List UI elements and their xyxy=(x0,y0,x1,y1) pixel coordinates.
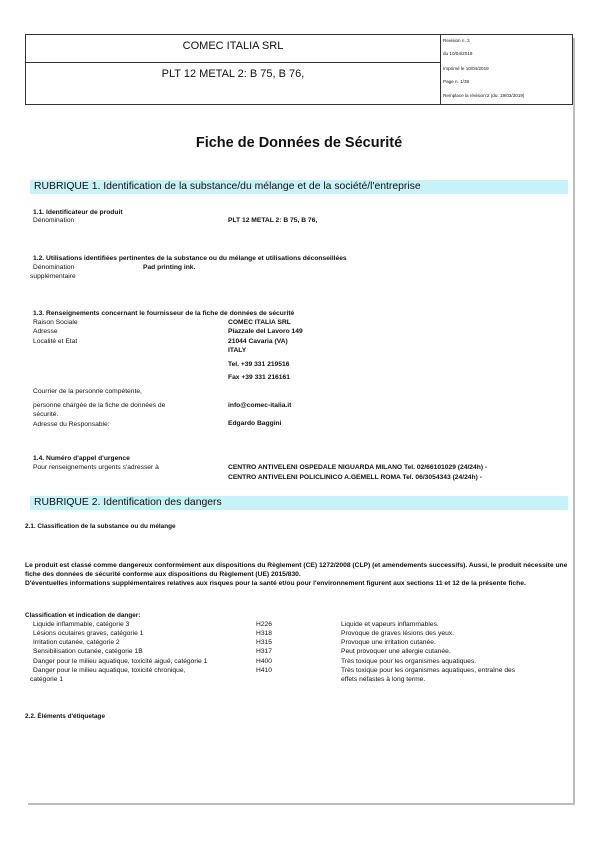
hazard-statement: Provoque une irritation cutanée. xyxy=(341,639,436,646)
telephone-number: Tel. +39 331 219516 xyxy=(228,361,290,368)
hazard-statement: Peut provoquer une allergie cutanée. xyxy=(341,648,451,655)
adresse-value: Piazzale del Lavoro 149 xyxy=(228,328,303,335)
hazard-category: Sensibilisation cutanée, catégorie 1B xyxy=(33,648,143,655)
hazard-statement: Provoque de graves lésions des yeux. xyxy=(341,630,455,637)
hazard-statement-last-line2: effets néfastes à long terme. xyxy=(341,676,426,683)
hazard-category: Lésions oculaires graves, catégorie 1 xyxy=(33,630,144,637)
fax-number: Fax +39 331 216161 xyxy=(228,374,290,381)
emergency-label: Pour renseignements urgents s'adresser à xyxy=(33,464,159,471)
classification-title: Classification et indication de danger: xyxy=(25,612,141,619)
section-1-heading: RUBRIQUE 1. Identification de la substance/du mélange et de la société/l'entreprise xyxy=(30,180,568,194)
replaces-revision: Remplace la révision:2 (du: 19/03/2019) xyxy=(443,93,525,98)
denomination-label: Dénomination xyxy=(33,217,75,224)
supplementary-label-line2: supplémentaire xyxy=(30,273,76,280)
hazard-code: H317 xyxy=(256,648,272,655)
hazard-category: Danger pour le milieu aquatique, toxicité aiguë, catégorie 1 xyxy=(33,658,208,665)
header-company-name: COMEC ITALIA SRL xyxy=(26,35,440,63)
raison-sociale-label: Raison Sociale xyxy=(33,319,78,326)
header-product-name: PLT 12 METAL 2: B 75, B 76, xyxy=(161,68,305,80)
header-left-block xyxy=(26,35,441,104)
personne-label-line2: sécurité. xyxy=(33,411,59,418)
contact-email[interactable]: info@comec-italia.it xyxy=(228,402,292,409)
responsable-label: Adresse du Responsable: xyxy=(33,421,110,428)
hazard-category: Irritation cutanée, catégorie 2 xyxy=(33,639,120,646)
hazard-code: H226 xyxy=(256,621,272,628)
section-1-2-title: 1.2. Utilisations identifiées pertinentes de la substance ou du mélange et utilisations déconseillées xyxy=(33,255,347,262)
hazard-code: H315 xyxy=(256,639,272,646)
supplementary-value: Pad printing ink. xyxy=(143,264,196,271)
hazard-statement: Très toxique pour les organismes aquatiques. xyxy=(341,658,477,665)
adresse-label: Adresse xyxy=(33,328,58,335)
section-1-4-title: 1.4. Numéro d'appel d'urgence xyxy=(33,455,130,462)
denomination-value: PLT 12 METAL 2: B 75, B 76, xyxy=(228,217,318,224)
section-2-2-title: 2.2. Éléments d'étiquetage xyxy=(25,713,106,720)
classification-paragraph-1: Le produit est classé comme dangereux conformément aux dispositions du Règlement (CE) 1272/2008 (CLP) (et amendements successifs). Aussi, le produit nécessite une fiche des données de sécurité conforme aux dispositions du Règlement (UE) 2015/830. xyxy=(25,562,568,578)
section-1-1-title: 1.1. Identificateur de produit xyxy=(33,209,123,216)
raison-sociale-value: COMEC ITALIA SRL xyxy=(228,319,291,326)
supplementary-label-line1: Dénomination xyxy=(33,264,75,271)
localite-value-country: ITALY xyxy=(228,347,247,354)
personne-label-line1: personne chargée de la fiche de données de xyxy=(33,402,166,409)
printed-date: Imprimé le 10/04/2019 xyxy=(443,66,489,71)
page-number: Page n. 1/39 xyxy=(443,79,470,84)
classification-paragraph-2: D'éventuelles informations supplémentaires relatives aux risques pour la santé et/ou pour l'environnement figurent aux sections 11 et 12 de la présente fiche. xyxy=(25,580,526,587)
hazard-category-last-line2: catégorie 1 xyxy=(30,676,64,683)
emergency-contact-2: CENTRO ANTIVELENI POLICLINICO A.GEMELL ROMA Tel. 06/3054343 (24/24h) - xyxy=(228,474,482,481)
responsable-value: Edgardo Baggini xyxy=(228,420,282,427)
section-2-1-title: 2.1. Classification de la substance ou du mélange xyxy=(25,523,176,530)
localite-value-city: 21044 Cavaria (VA) xyxy=(228,338,288,345)
revision-number: Revision n. 3 xyxy=(443,38,470,43)
hazard-code: H318 xyxy=(256,630,272,637)
localite-label: Localité et Etat xyxy=(33,338,78,345)
document-header xyxy=(25,34,573,105)
section-1-3-title: 1.3. Renseignements concernant le fournisseur de la fiche de données de sécurité xyxy=(33,310,295,317)
hazard-statement-last-line1: Très toxique pour les organismes aquatiques, entraîne des xyxy=(341,667,516,674)
document-title: Fiche de Données de Sécurité xyxy=(195,135,403,151)
hazard-statement: Liquide et vapeurs inflammables. xyxy=(341,621,439,628)
hazard-code-last: H410 xyxy=(256,667,272,674)
revision-date: du 10/04/2019 xyxy=(443,51,473,56)
hazard-category: Liquide inflammable, catégorie 3 xyxy=(33,621,130,628)
section-2-heading: RUBRIQUE 2. Identification des dangers xyxy=(30,496,568,510)
emergency-contact-1: CENTRO ANTIVELENI OSPEDALE NIGUARDA MILANO Tel. 02/66101029 (24/24h) - xyxy=(228,464,488,471)
hazard-category-last-line1: Danger pour le milieu aquatique, toxicité chronique, xyxy=(33,667,186,674)
hazard-code: H400 xyxy=(256,658,272,665)
page-shadow-bottom xyxy=(28,803,575,805)
courrier-label: Courrier de la personne compétente, xyxy=(33,388,142,395)
page-shadow-right xyxy=(573,38,575,804)
